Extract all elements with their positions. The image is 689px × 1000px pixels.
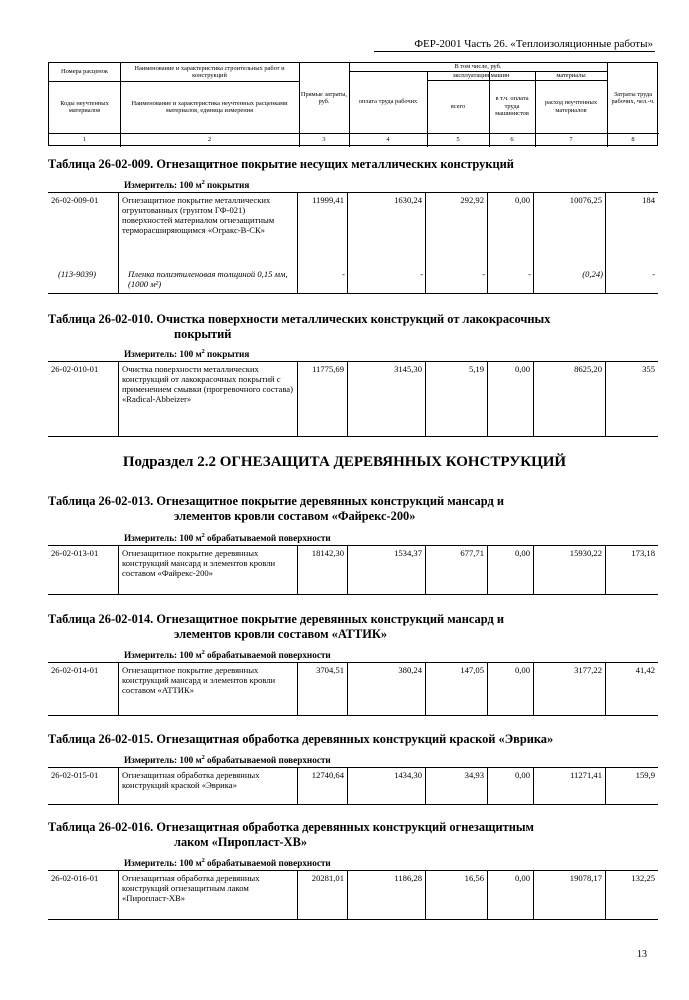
row-machines-total: 677,71	[426, 546, 488, 594]
row-machinist-pay: 0,00	[488, 193, 534, 293]
row-labor-hours: 355	[642, 364, 655, 374]
row-machinist-pay: 0,00	[488, 768, 534, 804]
row-desc: Огнезащитная обработка деревянных конструкций краской «Эврика»	[119, 768, 298, 804]
measure-line: Измеритель: 100 $м^2$ покрытия	[124, 180, 250, 191]
header-num-3: 3	[322, 136, 326, 144]
row-materials: 8625,20	[534, 362, 606, 436]
header-group: В том числе, руб.	[454, 63, 502, 71]
row-labor-pay: 380,24	[348, 663, 426, 715]
running-head: ФЕР-2001 Часть 26. «Теплоизоляционные работы»	[414, 38, 653, 50]
row-code: 26-02-013-01	[48, 546, 119, 594]
sub-direct-cost: -	[342, 269, 345, 279]
row-machines-total: 5,19	[426, 362, 488, 436]
measure-line: Измеритель: 100 $м^2$ обрабатываемой поверхности	[124, 858, 331, 869]
row-code: 26-02-010-01	[48, 362, 119, 436]
row-direct-cost: 11999,41	[298, 193, 348, 293]
subsection-title: Подраздел 2.2 ОГНЕЗАЩИТА ДЕРЕВЯННЫХ КОНСТРУКЦИЙ	[122, 454, 567, 470]
table-row	[48, 662, 658, 716]
table-row	[48, 870, 658, 920]
row-direct-cost: 3704,51	[298, 663, 348, 715]
row-code: 26-02-015-01	[48, 768, 119, 804]
header-col1-bottom: Коды неучтенных материалов	[60, 99, 109, 114]
header-col8: Затраты труда рабочих, чел.-ч.	[611, 90, 655, 105]
row-code: 26-02-009-01	[48, 193, 119, 293]
row-desc: Огнезащитное покрытие деревянных конструкций мансард и элементов кровли составом «Файрекс-200»	[119, 546, 298, 594]
row-machinist-pay: 0,00	[488, 663, 534, 715]
row-machinist-pay: 0,00	[488, 546, 534, 594]
row-direct-cost: 12740,64	[298, 768, 348, 804]
header-col3: Прямые затраты, руб.	[300, 90, 348, 105]
header-col4: оплата труда рабочих	[358, 98, 418, 106]
table-title: Таблица 26-02-010. Очистка поверхности металлических конструкций от лакокрасочных покрытий	[48, 312, 551, 341]
sub-labor-pay: -	[420, 269, 423, 279]
table-row	[48, 767, 658, 805]
table-title: Таблица 26-02-009. Огнезащитное покрытие несущих металлических конструкций	[48, 157, 514, 171]
header-num-2: 2	[207, 136, 212, 144]
row-machines-total: 16,56	[426, 871, 488, 919]
row-code: 26-02-014-01	[48, 663, 119, 715]
row-machines-total: 147,05	[426, 663, 488, 715]
header-col1-top: Номера расценок	[60, 68, 109, 76]
row-machinist-pay: 0,00	[488, 362, 534, 436]
table-title: Таблица 26-02-014. Огнезащитное покрытие деревянных конструкций мансард и элементов кровли составом «АТТИК»	[48, 612, 504, 641]
row-materials: 3177,22	[534, 663, 606, 715]
row-direct-cost: 11775,69	[298, 362, 348, 436]
header-num-7: 7	[569, 136, 573, 144]
header-num-4: 4	[386, 136, 390, 144]
measure-line: Измеритель: 100 $м^2$ обрабатываемой поверхности	[124, 755, 331, 766]
row-labor-hours: 184	[642, 195, 655, 205]
row-machines-total: 34,93	[426, 768, 488, 804]
table-row	[48, 192, 658, 294]
row-materials: 19078,17	[534, 871, 606, 919]
row-labor-hours: 173,18	[631, 548, 655, 558]
header-materials-group: материалы	[556, 71, 586, 79]
header-num-5: 5	[456, 136, 460, 144]
header-machines-group: эксплуатация машин	[452, 71, 510, 79]
row-labor-hours: 159,9	[635, 770, 655, 780]
row-machines-total: 292,92	[426, 193, 488, 293]
header-num-1: 1	[82, 136, 87, 144]
measure-line: Измеритель: 100 $м^2$ обрабатываемой поверхности	[124, 533, 331, 544]
header-num-8: 8	[631, 136, 635, 144]
column-header-table	[48, 62, 658, 146]
row-direct-cost: 18142,30	[298, 546, 348, 594]
header-col5: всего	[450, 102, 466, 110]
row-machinist-pay: 0,00	[488, 871, 534, 919]
row-labor-pay: 1630,24	[348, 193, 426, 293]
row-materials: 11271,41	[534, 768, 606, 804]
row-desc: Огнезащитное покрытие металлических огрунтованных (грунтом ГФ-021) поверхностей материалом огнезащитным терморасширяющимся «Огракс-В-СК»	[119, 193, 298, 293]
row-desc: Огнезащитная обработка деревянных конструкций огнезащитным лаком «Пиропласт-ХВ»	[119, 871, 298, 919]
table-title: Таблица 26-02-013. Огнезащитное покрытие деревянных конструкций мансард и элементов кровли составом «Файрекс-200»	[48, 494, 504, 523]
sub-code: (113-9039)	[58, 269, 97, 279]
table-title: Таблица 26-02-016. Огнезащитная обработка деревянных конструкций огнезащитным лаком «Пиропласт-ХВ»	[48, 820, 534, 849]
row-direct-cost: 20281,01	[298, 871, 348, 919]
row-code: 26-02-016-01	[48, 871, 119, 919]
row-labor-pay: 1534,37	[348, 546, 426, 594]
row-labor-pay: 3145,30	[348, 362, 426, 436]
sub-machines-total: -	[482, 269, 485, 279]
row-materials: 15930,22	[534, 546, 606, 594]
row-labor-pay: 1434,30	[348, 768, 426, 804]
header-col2-bottom: Наименование и характеристика неучтенных расценками материалов, единица измерения	[131, 99, 288, 114]
header-col6: в т.ч. оплата труда машинистов	[495, 95, 529, 118]
row-labor-hours: 41,42	[635, 665, 655, 675]
row-labor-pay: 1186,28	[348, 871, 426, 919]
header-num-6: 6	[510, 136, 514, 144]
sub-machinist-pay: -	[528, 269, 531, 279]
row-desc: Огнезащитное покрытие деревянных конструкций мансард и элементов кровли составом «АТТИК»	[119, 663, 298, 715]
header-col2-top: Наименование и характеристика строительных работ и конструкций	[134, 64, 285, 79]
table-row	[48, 545, 658, 595]
sub-desc: Пленка полиэтиленовая толщиной 0,15 мм, (1000 м²)	[128, 269, 288, 289]
table-title: Таблица 26-02-015. Огнезащитная обработка деревянных конструкций краской «Эврика»	[48, 732, 554, 746]
row-desc: Очистка поверхности металлических конструкций от лакокрасочных покрытий с применением смывки (прогревочного состава) «Radical-Abbeizer»	[119, 362, 298, 436]
header-col7: расход неучтенных материалов	[544, 99, 598, 114]
measure-line: Измеритель: 100 $м^2$ обрабатываемой поверхности	[124, 650, 331, 661]
row-materials: 10076,25	[534, 193, 606, 293]
measure-line: Измеритель: 100 $м^2$ покрытия	[124, 349, 250, 360]
row-labor-hours: 132,25	[631, 873, 655, 883]
table-row	[48, 361, 658, 437]
sub-labor-hours: -	[652, 269, 655, 279]
page-number: 13	[637, 949, 647, 960]
sub-materials: (0,24)	[582, 269, 603, 279]
